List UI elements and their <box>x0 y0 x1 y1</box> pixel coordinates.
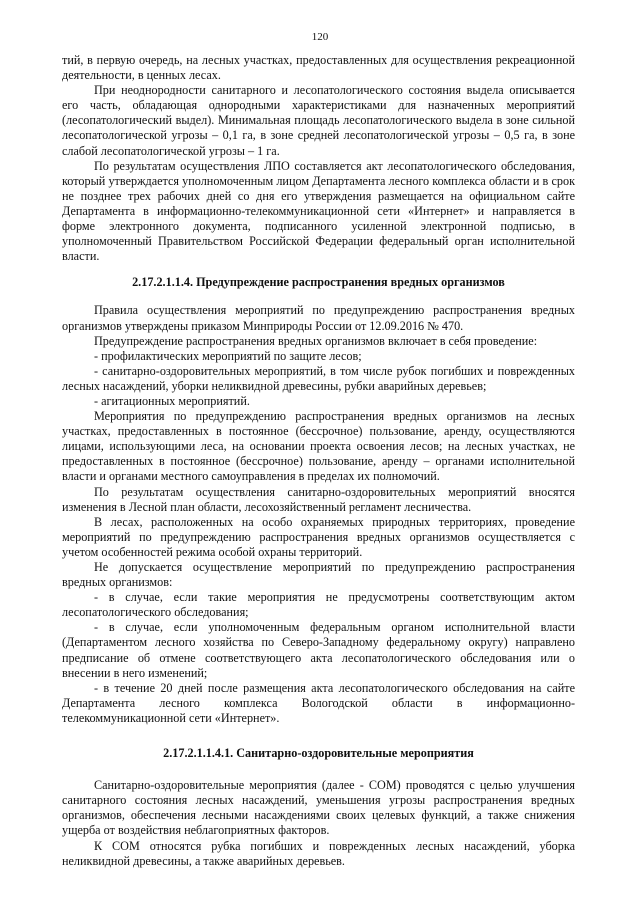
paragraph: - агитационных мероприятий. <box>94 393 250 408</box>
paragraph: К СОМ относятся рубка погибших и поврежденных лесных насаждений, уборка неликвидной древесины, а также аварийных деревьев. <box>62 838 575 868</box>
paragraph: Предупреждение распространения вредных организмов включает в себя проведение: <box>94 333 538 348</box>
page-number: 120 <box>311 31 329 43</box>
section-heading: 2.17.2.1.1.4.1. Санитарно-оздоровительные мероприятия <box>163 746 474 761</box>
paragraph: Мероприятия по предупреждению распространения вредных организмов на лесных участках, предоставленных в постоянное (бессрочное) пользование, аренду, осуществляются лицами, использующими леса, на основании проекта освоения лесов; на лесных участках, не предоставленных в постоянное (бессрочное) пользование, аренду – органами исполнительной власти и органами местного самоуправления в пределах их полномочий. <box>62 409 575 484</box>
paragraph: Правила осуществления мероприятий по предупреждению распространения вредных организмов утверждены приказом Минприроды России от 12.09.2016 № 470. <box>62 303 575 333</box>
paragraph: телекоммуникационной сети «Интернет». <box>62 710 280 725</box>
paragraph: По результатам осуществления санитарно-оздоровительных мероприятий вносятся изменения в Лесной план области, лесохозяйственный регламент лесничества. <box>62 484 575 514</box>
paragraph: При неоднородности санитарного и лесопатологического состояния выдела описывается его часть, обладающая однородными характеристиками для назначенных мероприятий (лесопатологический выдел). Минимальная площадь лесопатологического выдела в зоне сильной лесопатологической угрозы – 0,1 га, в зоне средней лесопатологической угрозы – 0,5 га, в зоне слабой лесопатологической угрозы – 1 га. <box>62 83 575 158</box>
paragraph: - санитарно-оздоровительных мероприятий, в том числе рубок погибших и поврежденных лесных насаждений, уборки неликвидной древесины, рубки аварийных деревьев; <box>62 363 575 393</box>
paragraph: - в течение 20 дней после размещения акта лесопатологического обследования на сайте Департамента лесного комплекса Вологодской области в информационно- <box>62 680 575 710</box>
paragraph: - профилактических мероприятий по защите лесов; <box>94 348 362 363</box>
section-heading: 2.17.2.1.1.4. Предупреждение распространения вредных организмов <box>132 275 505 290</box>
paragraph: Санитарно-оздоровительные мероприятия (далее - СОМ) проводятся с целью улучшения санитарного состояния лесных насаждений, уменьшения угрозы распространения вредных организмов, обеспечения лесными насаждениями своих целевых функций, а также снижения ущерба от воздействия неблагоприятных факторов. <box>62 778 575 838</box>
paragraph: В лесах, расположенных на особо охраняемых природных территориях, проведение мероприятий по предупреждению распространения вредных организмов осуществляется с учетом особенностей режима особой охраны территорий. <box>62 514 575 559</box>
paragraph: - в случае, если такие мероприятия не предусмотрены соответствующим актом лесопатологического обследования; <box>62 590 575 620</box>
paragraph: - в случае, если уполномоченным федеральным органом исполнительной власти (Департаментом лесного хозяйства по Северо-Западному федеральному округу) направлено предписание об отмене соответствующего акта лесопатологического обследования или о внесении в него изменений; <box>62 620 575 680</box>
paragraph: По результатам осуществления ЛПО составляется акт лесопатологического обследования, который утверждается уполномоченным лицом Департамента лесного комплекса области и в срок не позднее трех рабочих дней со дня его утверждения размещается на официальном сайте Департамента в информационно-телекоммуникационной сети «Интернет» и направляется в форме электронного документа, подписанного усиленной электронной подписью, в уполномоченный Правительством Российской Федерации федеральный орган исполнительной власти. <box>62 158 575 264</box>
paragraph: Не допускается осуществление мероприятий по предупреждению распространения вредных организмов: <box>62 560 575 590</box>
paragraph: тий, в первую очередь, на лесных участках, предоставленных для осуществления рекреационной деятельности, в ценных лесах. <box>62 53 575 83</box>
document-body <box>62 53 575 869</box>
